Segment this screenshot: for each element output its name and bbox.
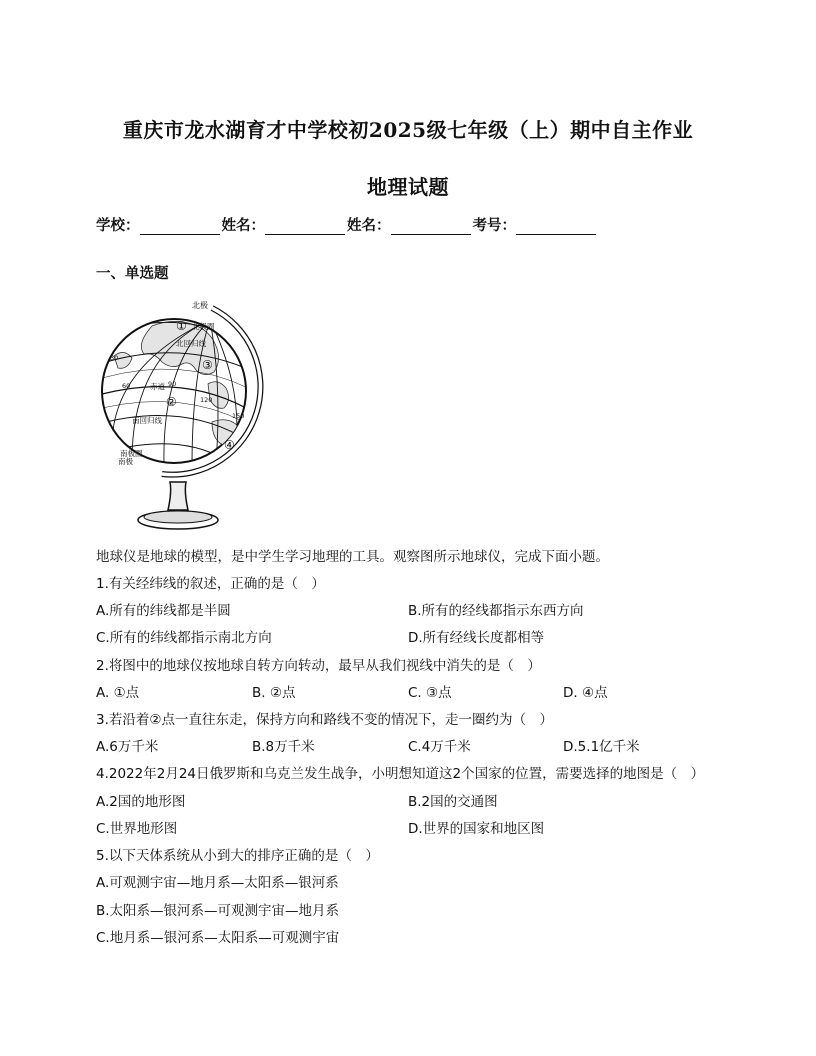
question-2-stem: 2.将图中的地球仪按地球自转方向转动，最早从我们视线中消失的是（ ） xyxy=(96,658,541,674)
label-equator: 赤道 xyxy=(150,382,165,391)
label-north-pole: 北极 xyxy=(192,301,208,310)
label-antarctic-circle: 南极圈 xyxy=(120,449,143,458)
intro-text: 地球仪是地球的模型，是中学生学习地理的工具。观察图所示地球仪，完成下面小题。 xyxy=(96,549,609,565)
q1-option-d[interactable]: D.所有经线长度都相等 xyxy=(408,630,545,646)
school-label: 学校： xyxy=(96,217,140,234)
exam-number-blank[interactable] xyxy=(516,218,596,235)
globe-base-top xyxy=(144,511,212,523)
question-3-stem: 3.若沿着②点一直往东走，保持方向和路线不变的情况下，走一圈约为（ ） xyxy=(96,712,553,728)
question-5-stem: 5.以下天体系统从小到大的排序正确的是（ ） xyxy=(96,848,379,864)
question-1-stem: 1.有关经纬线的叙述，正确的是（ ） xyxy=(96,576,325,592)
document-subtitle: 地理试题 xyxy=(367,175,449,199)
name-blank-2[interactable] xyxy=(391,218,471,235)
q2-option-b[interactable]: B. ②点 xyxy=(252,685,296,701)
label-tropic-cancer: 北回归线 xyxy=(176,339,206,348)
q5-option-b[interactable]: B.太阳系—银河系—可观测宇宙—地月系 xyxy=(96,903,340,919)
q1-option-c[interactable]: C.所有的纬线都指示南北方向 xyxy=(96,630,272,646)
point-2-marker: ② xyxy=(166,395,177,409)
name-label: 姓名： xyxy=(221,217,265,234)
name-blank[interactable] xyxy=(265,218,345,235)
q1-option-a[interactable]: A.所有的纬线都是半圆 xyxy=(96,603,231,619)
q3-option-b[interactable]: B.8万千米 xyxy=(252,739,315,755)
name-field-2[interactable] xyxy=(347,214,473,235)
q2-option-a[interactable]: A. ①点 xyxy=(96,685,140,701)
label-arctic-circle: 北极圈 xyxy=(192,322,215,331)
q1-option-b[interactable]: B.所有的经线都指示东西方向 xyxy=(408,603,584,619)
q2-option-d[interactable]: D. ④点 xyxy=(563,685,608,701)
globe-stem xyxy=(168,482,188,510)
exam-number-field[interactable] xyxy=(473,214,599,235)
student-info-fields xyxy=(96,214,598,235)
q3-option-c[interactable]: C.4万千米 xyxy=(408,739,471,755)
school-blank[interactable] xyxy=(140,218,220,235)
school-field[interactable] xyxy=(96,214,222,235)
label-lon90: 90 xyxy=(168,380,177,388)
q2-option-c[interactable]: C. ③点 xyxy=(408,685,452,701)
label-lon120: 120 xyxy=(200,396,213,404)
document-title: 重庆市龙水湖育才中学校初2025级七年级（上）期中自主作业 xyxy=(122,118,694,142)
q3-option-a[interactable]: A.6万千米 xyxy=(96,739,159,755)
label-lon60: 60 xyxy=(122,382,131,390)
point-3-marker: ③ xyxy=(202,358,213,372)
q4-option-a[interactable]: A.2国的地形图 xyxy=(96,794,186,810)
label-lon30: 30 xyxy=(110,354,119,362)
q3-option-d[interactable]: D.5.1亿千米 xyxy=(563,739,640,755)
name-field[interactable] xyxy=(222,214,348,235)
q5-option-c[interactable]: C.地月系—银河系—太阳系—可观测宇宙 xyxy=(96,930,340,946)
label-south-pole: 南极 xyxy=(118,457,133,466)
name-label-2: 姓名： xyxy=(347,217,391,234)
question-4-stem: 4.2022年2月24日俄罗斯和乌克兰发生战争，小明想知道这2个国家的位置，需要选择的地图是（ ） xyxy=(96,766,705,782)
label-tropic-capricorn: 南回归线 xyxy=(132,416,162,425)
label-lon150: 150 xyxy=(232,412,245,420)
section-heading: 一、单选题 xyxy=(96,265,169,282)
q4-option-d[interactable]: D.世界的国家和地区图 xyxy=(408,821,545,837)
point-4-marker: ④ xyxy=(224,438,235,452)
globe-figure xyxy=(92,296,272,536)
point-1-marker: ① xyxy=(176,319,187,333)
q5-option-a[interactable]: A.可观测宇宙—地月系—太阳系—银河系 xyxy=(96,875,339,891)
exam-number-label: 考号： xyxy=(472,217,516,234)
q4-option-b[interactable]: B.2国的交通图 xyxy=(408,794,498,810)
q4-option-c[interactable]: C.世界地形图 xyxy=(96,821,178,837)
